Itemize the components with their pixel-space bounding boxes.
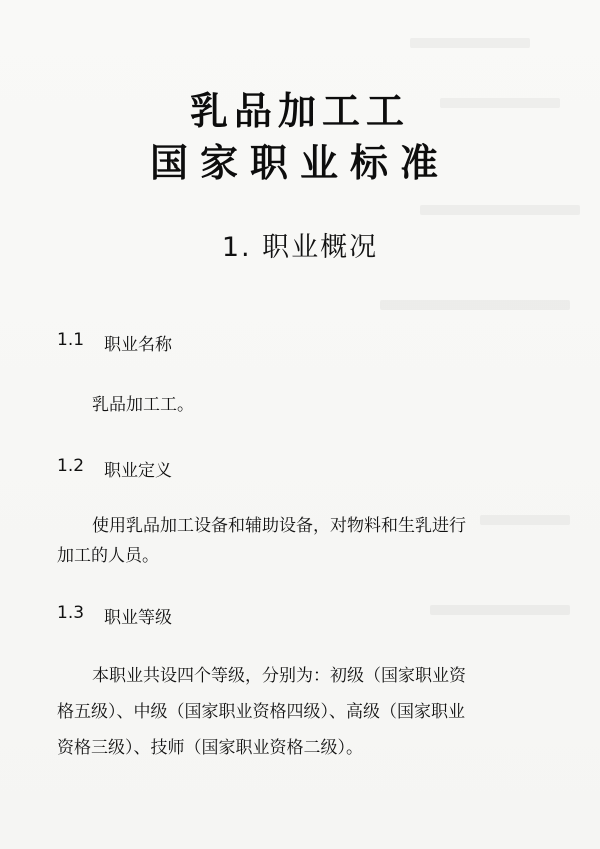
- document-title-line-1: 乳品加工工: [189, 89, 410, 133]
- bleed-through-mark: [430, 605, 570, 615]
- section-title: 职业定义: [104, 461, 172, 481]
- bleed-through-mark: [420, 205, 580, 215]
- chapter-heading: 1. 职业概况: [221, 232, 379, 263]
- section-title: 职业等级: [104, 608, 172, 628]
- section-number: 1.2: [57, 456, 85, 476]
- paragraph-line: 使用乳品加工设备和辅助设备，对物料和生乳进行: [92, 516, 466, 536]
- paragraph-line: 格五级）、中级（国家职业资格四级）、高级（国家职业: [57, 702, 465, 722]
- paragraph-line: 本职业共设四个等级，分别为：初级（国家职业资: [92, 666, 466, 686]
- bleed-through-mark: [410, 38, 530, 48]
- section-number: 1.1: [57, 330, 85, 350]
- paragraph-line: 资格三级）、技师（国家职业资格二级）。: [57, 738, 363, 758]
- section-title: 职业名称: [104, 335, 172, 355]
- bleed-through-mark: [480, 515, 570, 525]
- bleed-through-mark: [380, 300, 570, 310]
- section-number: 1.3: [57, 603, 85, 623]
- paragraph-line: 加工的人员。: [57, 546, 159, 566]
- document-title-line-2: 国家职业标准: [149, 141, 450, 185]
- paragraph-line: 乳品加工工。: [92, 395, 194, 415]
